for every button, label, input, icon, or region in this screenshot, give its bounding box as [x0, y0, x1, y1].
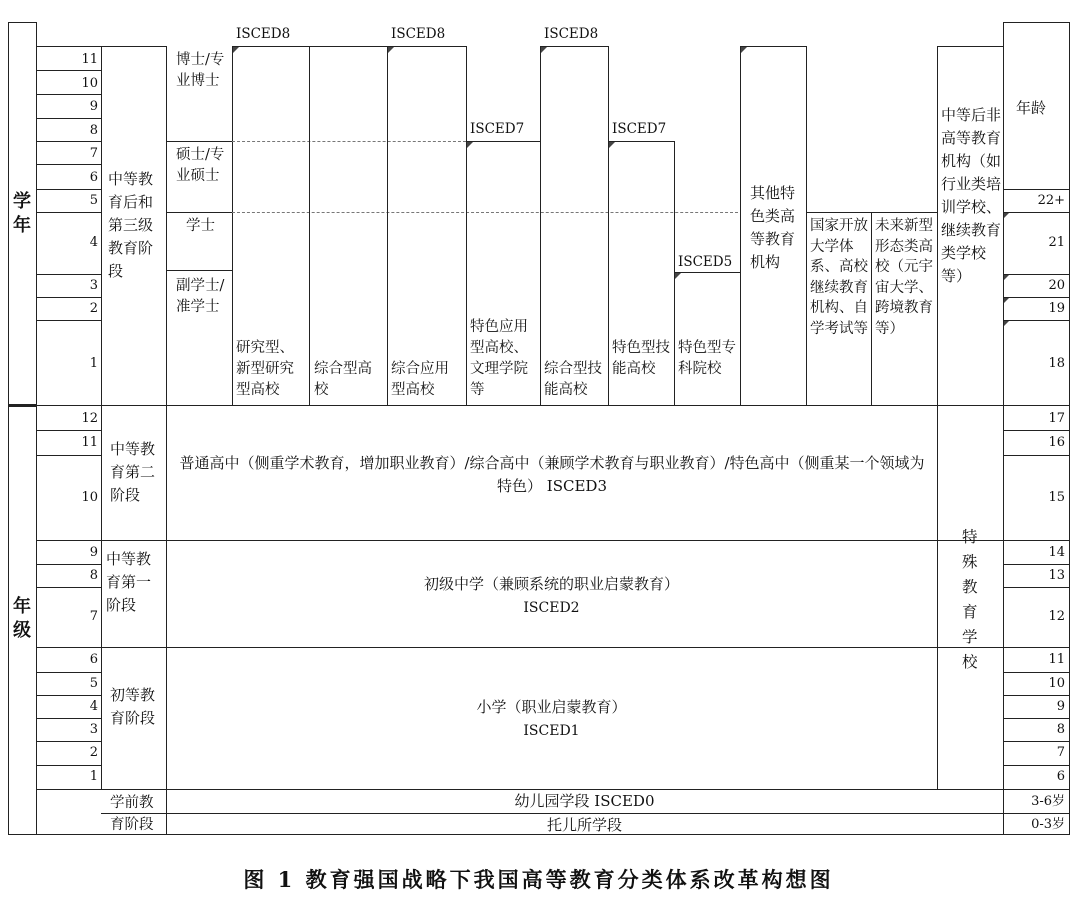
- year-num: 10: [81, 490, 98, 505]
- primary-school-isced: ISCED1: [523, 723, 580, 739]
- inst-post-secondary: 中等后非高等教育机构（如行业类培训学校、继续教育类学校等）: [941, 106, 1002, 285]
- age-value: 3-6岁: [1031, 794, 1065, 809]
- age-value: 11: [1048, 652, 1065, 667]
- age-value: 0-3岁: [1031, 817, 1065, 832]
- age-value: 12: [1048, 609, 1065, 624]
- age-value: 19: [1048, 301, 1065, 316]
- inst-comprehensive: 综合型高校: [314, 361, 372, 398]
- stage-tertiary: 中等教育后和第三级教育阶段: [108, 170, 154, 280]
- isced-tag: ISCED8: [391, 26, 446, 42]
- age-header: 年龄: [1016, 99, 1047, 117]
- isced-tag: ISCED7: [612, 121, 667, 137]
- stage-secondary1: 中等教育第一阶段: [106, 550, 152, 614]
- year-num: 7: [89, 609, 98, 624]
- degree-doctor: 博士/专业博士: [176, 52, 225, 89]
- age-value: 9: [1056, 699, 1065, 714]
- year-num: 11: [81, 52, 98, 67]
- year-num: 9: [89, 545, 98, 560]
- junior-high-text: 初级中学（兼顾系统的职业启蒙教育）: [423, 575, 679, 593]
- nursery-text: 托儿所学段: [546, 816, 622, 834]
- age-value: 22+: [1037, 193, 1065, 208]
- inst-future: 未来新型形态类高校（元宇宙大学、跨境教育等）: [875, 218, 933, 337]
- degree-associate: 副学士/准学士: [176, 278, 225, 315]
- stage-preschool: 学前教育阶段: [110, 795, 154, 833]
- special-school: 特殊教育学校: [962, 528, 978, 671]
- year-num: 4: [89, 699, 98, 714]
- year-num: 11: [81, 435, 98, 450]
- isced-tag: ISCED7: [470, 121, 525, 137]
- stage-primary: 初等教育阶段: [110, 686, 156, 727]
- year-num: 12: [81, 411, 98, 426]
- year-num: 2: [89, 745, 98, 760]
- inst-comprehensive-skill: 综合型技能高校: [544, 361, 602, 398]
- degree-bachelor: 学士: [186, 218, 215, 234]
- year-num: 6: [89, 170, 98, 185]
- senior-high-text: 普通高中（侧重学术教育，增加职业教育）/综合高中（兼顾学术教育与职业教育）/特色高中（侧重某一个领域为特色） ISCED3: [179, 454, 925, 495]
- age-value: 20: [1048, 278, 1065, 293]
- year-num: 8: [89, 568, 98, 583]
- age-value: 8: [1056, 722, 1065, 737]
- age-value: 10: [1048, 676, 1065, 691]
- year-num: 7: [89, 146, 98, 161]
- year-num: 9: [89, 99, 98, 114]
- figure-caption: 图 1 教育强国战略下我国高等教育分类体系改革构想图: [243, 867, 834, 892]
- inst-applied: 综合应用型高校: [391, 361, 449, 398]
- isced-tag: ISCED8: [236, 26, 291, 42]
- isced-tag: ISCED5: [678, 254, 733, 270]
- isced-tag: ISCED8: [544, 26, 599, 42]
- year-num: 2: [89, 301, 98, 316]
- inst-special-applied: 特色应用型高校、文理学院等: [470, 319, 528, 398]
- primary-school-text: 小学（职业启蒙教育）: [476, 698, 627, 716]
- year-num: 5: [89, 676, 98, 691]
- year-num: 6: [89, 652, 98, 667]
- age-value: 21: [1048, 235, 1065, 250]
- kindergarten-text: 幼儿园学段 ISCED0: [514, 792, 655, 810]
- inst-research: 研究型、新型研究型高校: [236, 340, 294, 398]
- year-num: 5: [89, 193, 98, 208]
- age-value: 14: [1048, 545, 1065, 560]
- year-num: 1: [89, 356, 98, 371]
- inst-open-univ: 国家开放大学体系、高校继续教育机构、自学考试等: [810, 218, 868, 337]
- junior-high-isced: ISCED2: [523, 600, 580, 616]
- inst-special-skill: 特色型技能高校: [612, 340, 670, 377]
- age-value: 17: [1048, 411, 1065, 426]
- age-value: 15: [1048, 490, 1065, 505]
- year-num: 3: [89, 722, 98, 737]
- year-num: 10: [81, 76, 98, 91]
- age-value: 18: [1048, 356, 1065, 371]
- stage-secondary2: 中等教育第二阶段: [110, 440, 156, 504]
- year-num: 1: [89, 769, 98, 784]
- inst-special-college: 特色型专科院校: [678, 340, 736, 377]
- degree-master: 硕士/专业硕士: [176, 147, 225, 184]
- age-value: 6: [1056, 769, 1065, 784]
- label-xuenian: 学年: [13, 191, 31, 236]
- age-value: 7: [1056, 745, 1065, 760]
- label-nianji: 年级: [13, 596, 31, 641]
- year-num: 4: [89, 235, 98, 250]
- inst-other-special: 其他特色类高等教育机构: [750, 184, 796, 271]
- age-value: 16: [1048, 435, 1065, 450]
- year-num: 3: [89, 278, 98, 293]
- age-value: 13: [1048, 568, 1065, 583]
- year-num: 8: [89, 123, 98, 138]
